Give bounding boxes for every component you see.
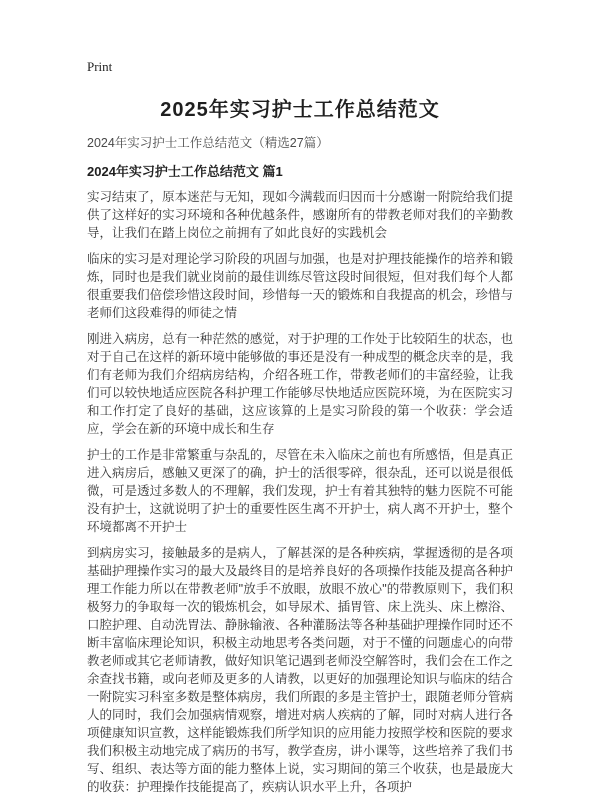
paragraph: 刚进入病房，总有一种茫然的感觉，对于护理的工作处于比较陌生的状态，也对于自己在这样的新环境中能够做的事还是没有一种成型的概念庆幸的是，我们有老师为我们介绍病房结构，介绍各班工作，带教老师们的丰富经验，让我们可以较快地适应医院各科护理工作能够尽快地适应医院环境，为在医院实习和工作打定了良好的基础，这应该算的上是实习阶段的第一个收获：学会适应，学会在新的环境中成长和生存 (87, 332, 513, 436)
article-subtitle: 2024年实习护士工作总结范文（精选27篇） (87, 136, 329, 150)
paragraph: 临床的实习是对理论学习阶段的巩固与加强，也是对护理技能操作的培养和锻炼，同时也是我们就业岗前的最佳训练尽管这段时间很短，但对我们每个人都很重要我们倍偿珍惜这段时间，珍惜每一天的锻炼和自我提高的机会，珍惜与老师们这段难得的师徒之情 (87, 252, 513, 320)
paragraph: 护士的工作是非常繁重与杂乱的，尽管在未入临床之前也有所感悟，但是真正进入病房后，感触又更深了的确，护士的活很零碎，很杂乱，还可以说是很低微，可是透过多数人的不理解，我们发现，护士有着其独特的魅力医院不可能没有护士，这就说明了护士的重要性医生离不开护士，病人离不开护士，整个环境都离不开护士 (87, 448, 513, 534)
page-title: 2025年实习护士工作总结范文 (160, 99, 440, 121)
section-heading: 2024年实习护士工作总结范文 篇1 (87, 164, 283, 179)
print-button[interactable]: Print (87, 59, 113, 74)
paragraph: 到病房实习，接触最多的是病人，了解甚深的是各种疾病，掌握透彻的是各项基础护理操作实习的最大及最终目的是培养良好的各项操作技能及提高各种护理工作能力所以在带教老师"放手不放眼，放眼不放心"的带教原则下，我们积极努力的争取每一次的锻炼机会，如导尿术、插胃管、床上洗头、床上檫浴、口腔护理、自动洗胃法、静脉输液、各种灌肠法等各种基础护理操作同时还不断丰富临床理论知识，积极主动地思考各类问题，对于不懂的问题虚心的向带教老师或其它老师请教，做好知识笔记遇到老师没空解答时，我们会在工作之余查找书籍，或向老师及更多的人请教，以更好的加强理论知识与临床的结合一附院实习科室多数是整体病房，我们所跟的多是主管护士，跟随老师分管病人的同时，我们会加强病情观察，增进对病人疾病的了解，同时对病人进行各项健康知识宣教，这样能锻炼我们所学知识的应用能力按照学校和医院的要求我们积极主动地完成了病历的书写，教学查房，讲小课等，这些培养了我们书写、组织、表达等方面的能力整体上说，实习期间的第三个收获，也是最庞大的收获：护理操作技能提高了，疾病认识水平上升，各项护 (87, 546, 513, 794)
paragraph: 实习结束了，原本迷茫与无知，现如今满载而归因而十分感谢一附院给我们提供了这样好的实习环境和各种优越条件，感谢所有的带教老师对我们的辛勤教导，让我们在踏上岗位之前拥有了如此良好的实践机会 (87, 190, 513, 240)
